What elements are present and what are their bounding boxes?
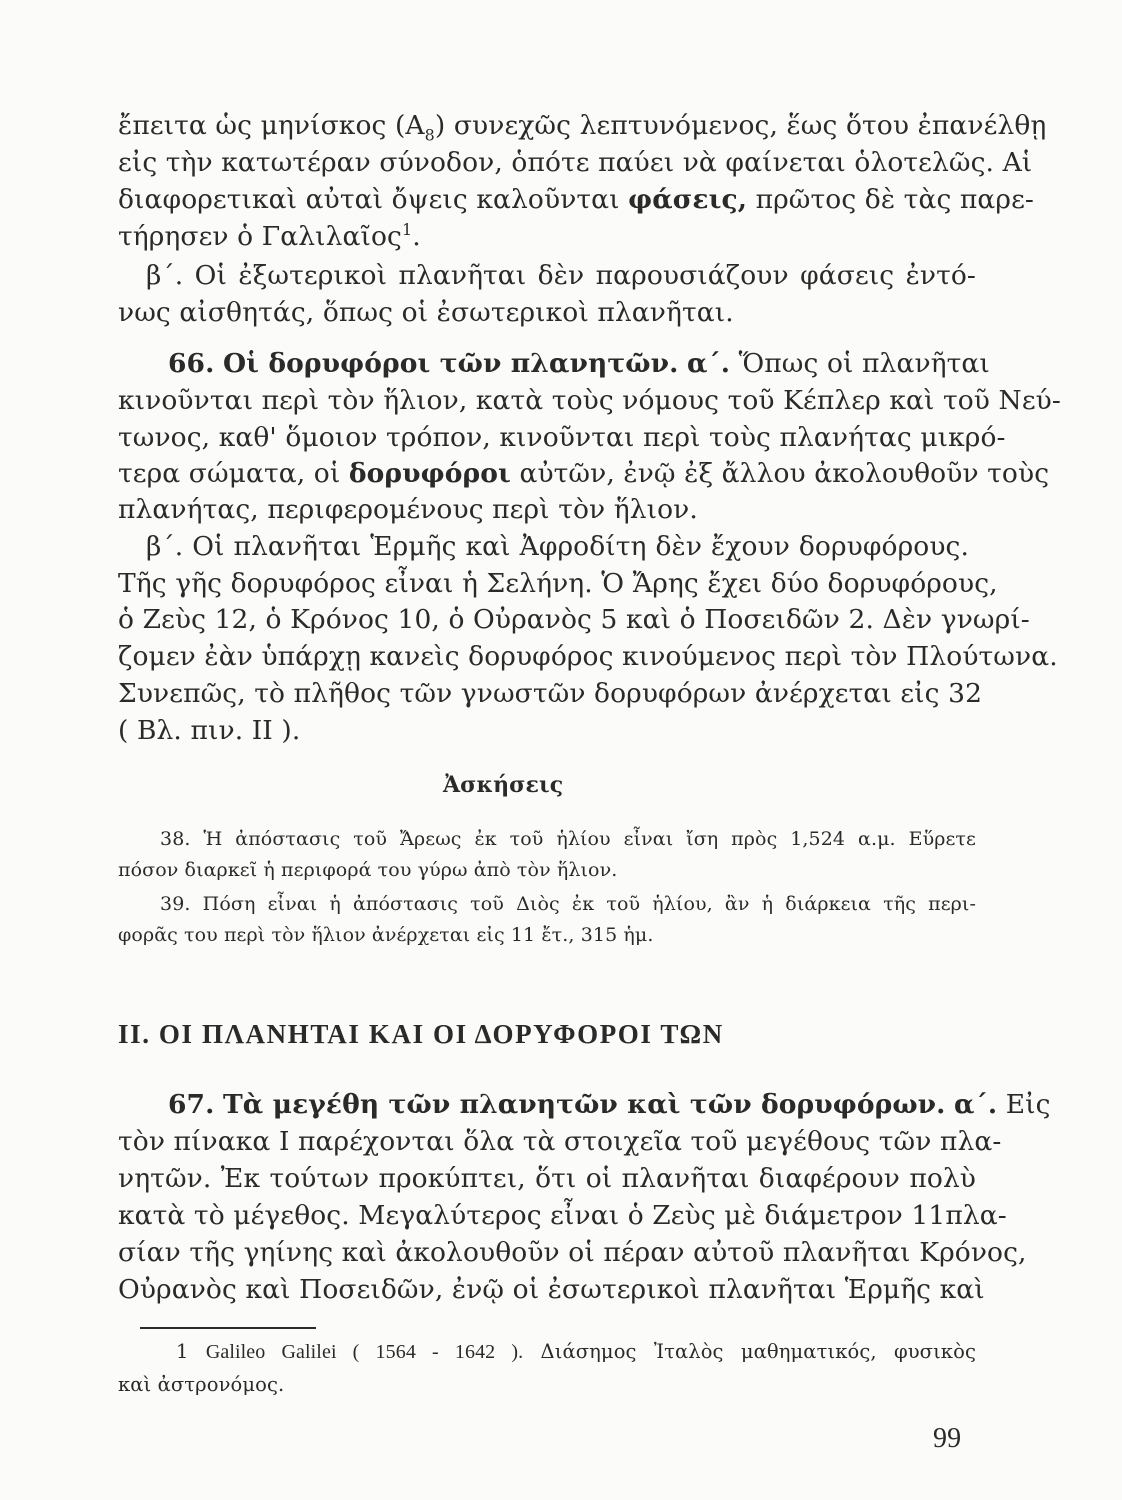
text-line: ζομεν ἐὰν ὑπάρχῃ κανεὶς δορυφόρος κινούμενος περὶ τὸν Πλούτωνα. — [118, 641, 1058, 672]
page-number: 99 — [933, 1423, 962, 1454]
text-line: σίαν τῆς γηίνης καὶ ἀκολουθοῦν οἱ πέραν αὐτοῦ πλανῆται Κρόνος, — [118, 1237, 1027, 1268]
text-line: ὁ Ζεὺς 12, ὁ Κρόνος 10, ὁ Οὐρανὸς 5 καὶ ὁ Ποσειδῶν 2. Δὲν γνωρί- — [118, 604, 1030, 635]
section-67-first-line: 67. Τὰ μεγέθη τῶν πλανητῶν καὶ τῶν δορυφόρων. α΄. Εἰς — [168, 1089, 1051, 1120]
exercise-38-cont: πόσον διαρκεῖ ἡ περιφορά του γύρω ἀπὸ τὸν ἥλιον. — [118, 859, 618, 881]
footnote-ref: 1 — [401, 220, 413, 240]
text-line: τὸν πίνακα I παρέχονται ὅλα τὰ στοιχεῖα τοῦ μεγέθους τῶν πλα- — [118, 1126, 1002, 1157]
exercise-38: 38. Ἡ ἀπόστασις τοῦ Ἄρεως ἐκ τοῦ ἡλίου εἶναι ἴση πρὸς 1,524 α.μ. Εὕρετε — [160, 828, 976, 850]
text-line: Τῆς γῆς δορυφόρος εἶναι ἡ Σελήνη. Ὁ Ἄρης ἔχει δύο δορυφόρους, — [118, 568, 998, 599]
text-line: κινοῦνται περὶ τὸν ἥλιον, κατὰ τοὺς νόμους τοῦ Κέπλερ καὶ τοῦ Νεύ- — [118, 385, 1061, 416]
text-line: Οὐρανὸς καὶ Ποσειδῶν, ἐνῷ οἱ ἐσωτερικοὶ πλανῆται Ἑρμῆς καὶ — [118, 1274, 985, 1305]
text-line: διαφορετικαὶ αὐταὶ ὄψεις καλοῦνται φάσεις, πρῶτος δὲ τὰς παρε- — [118, 184, 1034, 215]
text-line: εἰς τὴν κατωτέραν σύνοδον, ὁπότε παύει νὰ φαίνεται ὁλοτελῶς. Αἱ — [118, 147, 1033, 178]
chapter-heading: II. ΟΙ ΠΛΑΝΗΤΑΙ ΚΑΙ ΟΙ ΔΟΡΥΦΟΡΟΙ ΤΩΝ — [118, 1019, 724, 1049]
section-number: 67. — [168, 1089, 215, 1120]
term-phases: φάσεις, — [628, 184, 748, 215]
footnote-cont: καὶ ἀστρονόμος. — [118, 1373, 285, 1396]
term-satellites: δορυφόροι — [348, 458, 511, 489]
text-line: ( Βλ. πιν. II ). — [118, 715, 301, 746]
text-line: τήρησεν ὁ Γαλιλαῖος$^1$. — [118, 220, 421, 252]
text-line: β΄. Οἱ πλανῆται Ἑρμῆς καὶ Ἀφροδίτη δὲν ἔχουν δορυφόρους. — [146, 531, 969, 562]
text-line: τωνος, καθ' ὅμοιον τρόπον, κινοῦνται περὶ τοὺς πλανήτας μικρό- — [118, 422, 1006, 453]
footnote: 1 Galileo Galilei ( 1564 - 1642 ). Διάσημος Ἰταλὸς μαθηματικός, φυσικὸς — [176, 1340, 976, 1363]
text-line: τερα σώματα, οἱ δορυφόροι αὐτῶν, ἐνῷ ἐξ ἄλλου ἀκολουθοῦν τοὺς — [118, 458, 1050, 489]
text-line: πλανήτας, περιφερομένους περὶ τὸν ἥλιον. — [118, 494, 698, 525]
exercise-39-cont: φορᾶς του περὶ τὸν ἥλιον ἀνέρχεται εἰς 11 ἔτ., 315 ἡμ. — [118, 924, 654, 946]
text-line: νως αἰσθητάς, ὅπως οἱ ἐσωτερικοὶ πλανῆται. — [118, 297, 734, 328]
exercise-39: 39. Πόση εἶναι ἡ ἀπόστασις τοῦ Διὸς ἐκ τοῦ ἡλίου, ἂν ἡ διάρκεια τῆς περι- — [160, 893, 976, 915]
text-line: β΄. Οἱ ἐξωτερικοὶ πλανῆται δὲν παρουσιάζουν φάσεις ἐντό- — [146, 260, 976, 291]
text-line: κατὰ τὸ μέγεθος. Μεγαλύτερος εἶναι ὁ Ζεὺς μὲ διάμετρον 11πλα- — [118, 1200, 1007, 1231]
section-title: Οἱ δορυφόροι τῶν πλανητῶν. — [222, 348, 679, 379]
text-line: νητῶν. Ἐκ τούτων προκύπτει, ὅτι οἱ πλανῆται διαφέρουν πολὺ — [118, 1163, 976, 1194]
exercises-heading: Ἀσκήσεις — [443, 772, 564, 798]
text-line: ἔπειτα ὡς μηνίσκος $(A_8)$ συνεχῶς λεπτυνόμενος, ἕως ὅτου ἐπανέλθῃ — [118, 110, 1047, 145]
text-line: Συνεπῶς, τὸ πλῆθος τῶν γνωστῶν δορυφόρων ἀνέρχεται εἰς 32 — [118, 678, 983, 709]
section-66-first-line: 66. Οἱ δορυφόροι τῶν πλανητῶν. α΄. Ὅπως οἱ πλανῆται — [168, 348, 990, 379]
section-number: 66. — [168, 348, 215, 379]
section-title: Τὰ μεγέθη τῶν πλανητῶν καὶ τῶν δορυφόρων. — [222, 1089, 946, 1120]
footnote-rule — [140, 1327, 316, 1329]
